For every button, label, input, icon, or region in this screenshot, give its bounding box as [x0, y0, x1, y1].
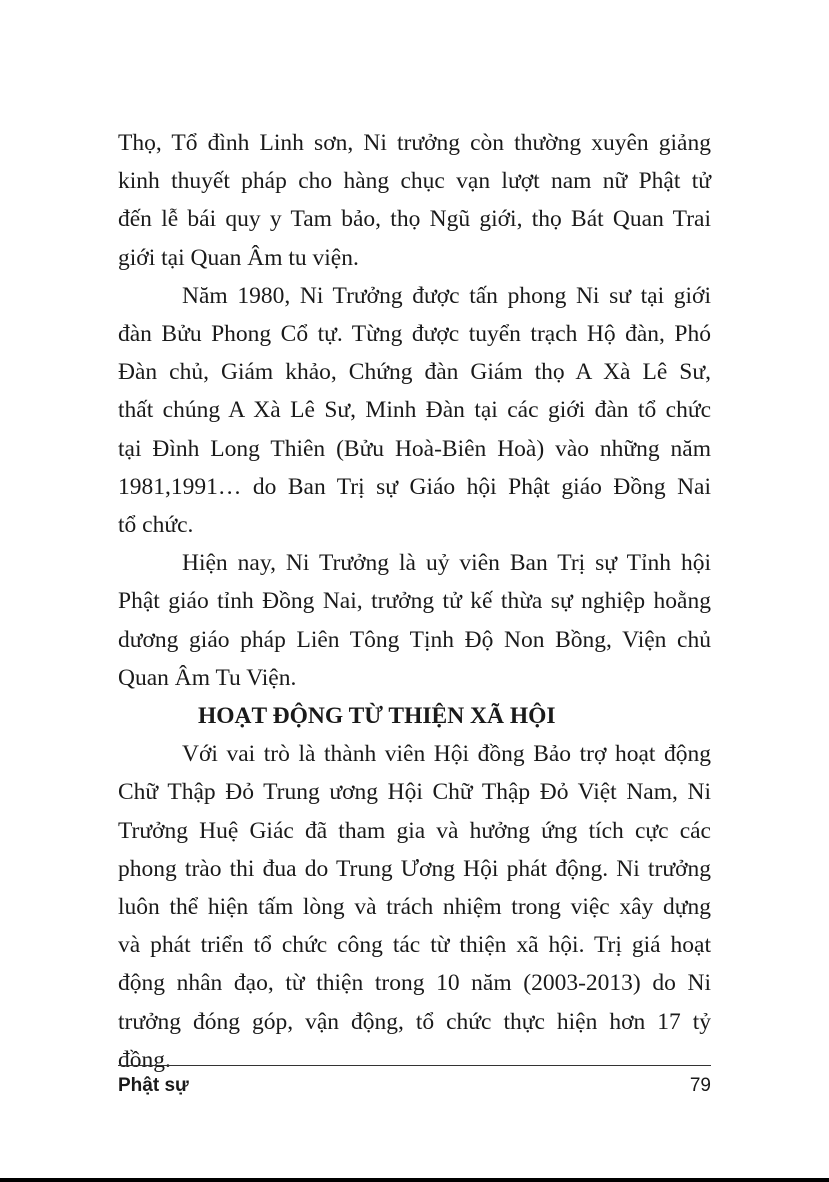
text-line: tổ chức. — [118, 512, 194, 539]
text-line: động nhân đạo, từ thiện trong 10 năm (2003-2013) do Ni — [118, 970, 711, 997]
paragraph-2 — [118, 277, 711, 544]
text-line: tại Đình Long Thiên (Bửu Hoà-Biên Hoà) vào những năm — [118, 435, 711, 462]
paragraph-4 — [118, 735, 711, 1079]
text-line: Phật giáo tỉnh Đồng Nai, trưởng tử kế thừa sự nghiệp hoằng — [118, 588, 711, 615]
text-line: trưởng đóng góp, vận động, tổ chức thực hiện hơn 17 tỷ — [118, 1008, 711, 1035]
text-line: phong trào thi đua do Trung Ương Hội phát động. Ni trưởng — [118, 855, 711, 882]
text-line: Đàn chủ, Giám khảo, Chứng đàn Giám thọ A Xà Lê Sư, — [118, 359, 711, 386]
page-body — [118, 124, 711, 1079]
text-line: 1981,1991… do Ban Trị sự Giáo hội Phật giáo Đồng Nai — [118, 473, 711, 500]
text-line: giới tại Quan Âm tu viện. — [118, 244, 359, 271]
paragraph-1 — [118, 124, 711, 277]
text-line: kinh thuyết pháp cho hàng chục vạn lượt nam nữ Phật tử — [118, 168, 711, 195]
text-line: đàn Bửu Phong Cổ tự. Từng được tuyển trạch Hộ đàn, Phó — [118, 321, 711, 348]
text-line: đồng. — [118, 1046, 171, 1073]
running-footer-title: Phật sự — [118, 1075, 189, 1096]
text-line: dương giáo pháp Liên Tông Tịnh Độ Non Bồng, Viện chủ — [118, 626, 711, 653]
footer-divider — [118, 1065, 711, 1066]
text-line: luôn thể hiện tấm lòng và trách nhiệm trong việc xây dựng — [118, 894, 711, 921]
text-line: và phát triển tổ chức công tác từ thiện xã hội. Trị giá hoạt — [118, 932, 711, 959]
text-line: Với vai trò là thành viên Hội đồng Bảo trợ hoạt động — [182, 741, 711, 768]
text-line: Thọ, Tổ đình Linh sơn, Ni trưởng còn thường xuyên giảng — [118, 130, 711, 156]
text-line: Chữ Thập Đỏ Trung ương Hội Chữ Thập Đỏ Việt Nam, Ni — [118, 779, 711, 806]
text-line: Hiện nay, Ni Trưởng là uỷ viên Ban Trị sự Tỉnh hội — [182, 550, 711, 577]
text-line: đến lễ bái quy y Tam bảo, thọ Ngũ giới, thọ Bát Quan Trai — [118, 206, 711, 233]
text-line: Trưởng Huệ Giác đã tham gia và hưởng ứng tích cực các — [118, 817, 711, 844]
section-heading: HOẠT ĐỘNG TỪ THIỆN XÃ HỘI — [198, 703, 556, 730]
paragraph-3 — [118, 544, 711, 697]
page-number: 79 — [689, 1075, 711, 1096]
text-line: Quan Âm Tu Viện. — [118, 664, 297, 691]
text-line: Năm 1980, Ni Trưởng được tấn phong Ni sư tại giới — [182, 282, 711, 309]
page-edge — [0, 1178, 829, 1182]
text-line: thất chúng A Xà Lê Sư, Minh Đàn tại các giới đàn tổ chức — [118, 397, 711, 424]
